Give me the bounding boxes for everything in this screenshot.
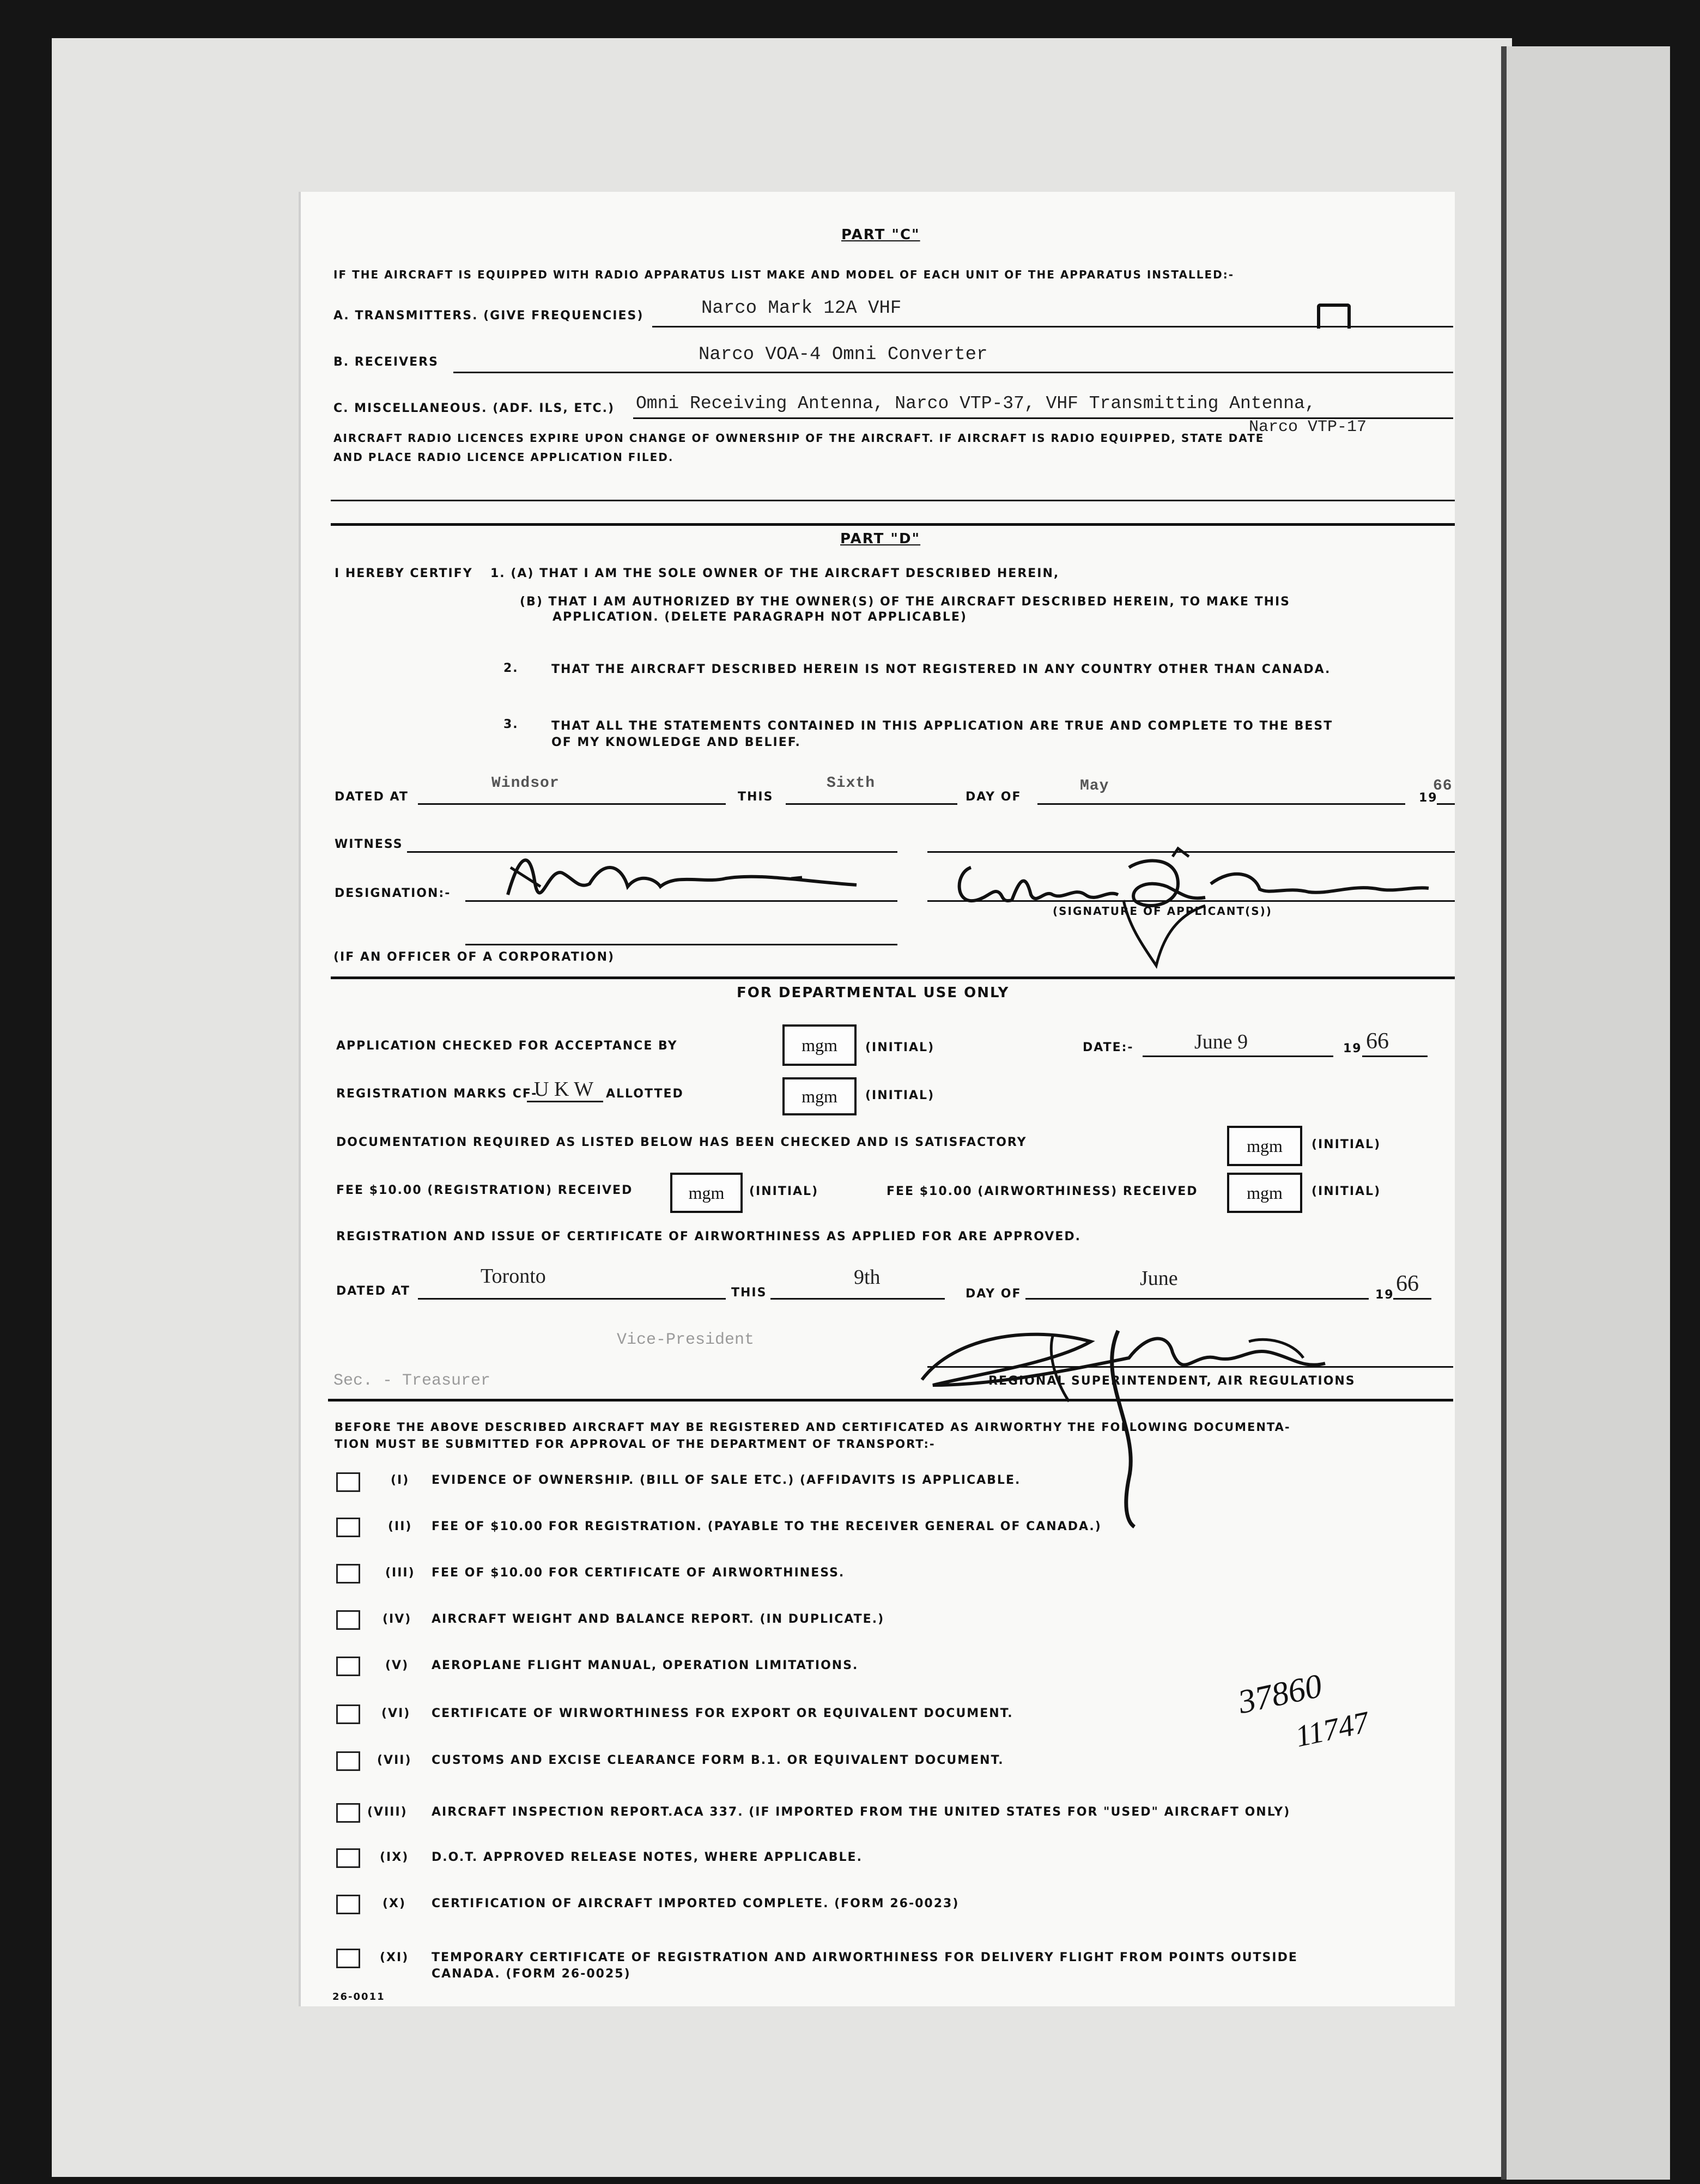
- fee-airworthiness-label: FEE $10.00 (AIRWORTHINESS) RECEIVED: [887, 1185, 1198, 1198]
- requirement-checkbox[interactable]: [336, 1751, 360, 1771]
- day-of-label: DAY OF: [966, 790, 1022, 804]
- initial-label: (INITIAL): [1312, 1185, 1381, 1198]
- requirement-checkbox[interactable]: [336, 1472, 360, 1492]
- receivers-value: Narco VOA-4 Omni Converter: [699, 344, 988, 365]
- year-line: [1437, 803, 1455, 805]
- checked-label: APPLICATION CHECKED FOR ACCEPTANCE BY: [336, 1039, 678, 1053]
- certify-item-3-line-2: OF MY KNOWLEDGE AND BELIEF.: [551, 736, 801, 749]
- hole-punch-mark: [1317, 304, 1351, 329]
- requirement-checkbox[interactable]: [336, 1848, 360, 1868]
- fee-registration-initials-box: mgm: [670, 1173, 743, 1213]
- certify-item-1b-line-1: (B) THAT I AM AUTHORIZED BY THE OWNER(S) OF THE AIRCRAFT DESCRIBED HEREIN, TO MAKE THIS: [520, 595, 1291, 609]
- date-year-prefix: 19: [1343, 1042, 1362, 1055]
- requirement-text: AIRCRAFT WEIGHT AND BALANCE REPORT. (IN DUPLICATE.): [432, 1612, 885, 1626]
- initial-label: (INITIAL): [749, 1185, 819, 1198]
- certify-item-3-number: 3.: [503, 718, 519, 731]
- bleed-through-text: Sec. - Treasurer: [333, 1372, 491, 1390]
- divider: [331, 500, 1455, 501]
- certify-item-1a: 1. (A) THAT I AM THE SOLE OWNER OF THE AIRCRAFT DESCRIBED HEREIN,: [490, 567, 1060, 580]
- requirement-text: D.O.T. APPROVED RELEASE NOTES, WHERE APPLICABLE.: [432, 1851, 863, 1864]
- dept-dated-at-value: Toronto: [481, 1265, 546, 1288]
- date-line: [1143, 1055, 1333, 1057]
- initial-label: (INITIAL): [1312, 1138, 1381, 1151]
- dept-dated-at-label: DATED AT: [336, 1284, 410, 1298]
- misc-label: C. MISCELLANEOUS. (ADF. ILS, ETC.): [333, 402, 615, 415]
- certify-label: I HEREBY CERTIFY: [335, 567, 473, 580]
- misc-value: Omni Receiving Antenna, Narco VTP-37, VHF Transmitting Antenna,: [636, 393, 1316, 414]
- date-value: June 9: [1194, 1030, 1248, 1053]
- this-line: [786, 803, 957, 805]
- date-year-line: [1362, 1055, 1428, 1057]
- date-year-value: 66: [1366, 1029, 1389, 1054]
- certify-item-3-line-1: THAT ALL THE STATEMENTS CONTAINED IN THIS APPLICATION ARE TRUE AND COMPLETE TO THE BEST: [551, 719, 1333, 733]
- year-prefix: 19: [1419, 791, 1438, 805]
- registration-form-page: [299, 192, 1455, 2006]
- requirement-number: (I): [391, 1473, 410, 1487]
- officer-note: (IF AN OFFICER OF A CORPORATION): [333, 950, 615, 964]
- witness-label: WITNESS: [335, 838, 403, 851]
- requirement-checkbox[interactable]: [336, 1518, 360, 1537]
- certify-item-2-number: 2.: [503, 662, 519, 675]
- superintendent-line: [927, 1366, 1453, 1368]
- dept-day-of-label: DAY OF: [966, 1287, 1022, 1301]
- initial-label: (INITIAL): [865, 1041, 935, 1054]
- designation-label: DESIGNATION:-: [335, 887, 451, 900]
- this-value: Sixth: [827, 775, 876, 792]
- requirement-number: (IX): [380, 1851, 409, 1864]
- requirement-text: FEE OF $10.00 FOR CERTIFICATE OF AIRWORTHINESS.: [432, 1566, 845, 1580]
- requirement-text: CUSTOMS AND EXCISE CLEARANCE FORM B.1. OR EQUIVALENT DOCUMENT.: [432, 1754, 1004, 1767]
- requirement-number: (III): [385, 1566, 415, 1580]
- requirement-number: (XI): [380, 1951, 409, 1964]
- superintendent-signature: [911, 1303, 1434, 1532]
- licence-note-line-1: AIRCRAFT RADIO LICENCES EXPIRE UPON CHANGE OF OWNERSHIP OF THE AIRCRAFT. IF AIRCRAFT IS RADIO EQUIPPED, STATE DATE: [333, 432, 1265, 445]
- dept-this-line: [770, 1298, 945, 1300]
- licence-note-line-2: AND PLACE RADIO LICENCE APPLICATION FILED.: [333, 451, 674, 464]
- part-c-heading: PART "C": [841, 227, 920, 243]
- applicant-signature: [949, 835, 1440, 976]
- witness-signature: [497, 835, 878, 917]
- initial-label: (INITIAL): [865, 1089, 935, 1102]
- requirement-text-continued: CANADA. (FORM 26-0025): [432, 1967, 631, 1981]
- departmental-heading: FOR DEPARTMENTAL USE ONLY: [737, 985, 1010, 1001]
- dept-this-value: 9th: [854, 1266, 881, 1289]
- requirement-number: (X): [382, 1897, 406, 1910]
- requirement-checkbox[interactable]: [336, 1803, 360, 1823]
- requirement-checkbox[interactable]: [336, 1895, 360, 1914]
- handwritten-number-1: 37860: [1235, 1667, 1326, 1721]
- date-label: DATE:-: [1083, 1041, 1134, 1054]
- requirement-text: AEROPLANE FLIGHT MANUAL, OPERATION LIMITATIONS.: [432, 1659, 859, 1672]
- day-of-line: [1037, 803, 1405, 805]
- requirement-text: EVIDENCE OF OWNERSHIP. (BILL OF SALE ETC.) (AFFIDAVITS IS APPLICABLE.: [432, 1473, 1021, 1487]
- requirement-text: TEMPORARY CERTIFICATE OF REGISTRATION AND AIRWORTHINESS FOR DELIVERY FLIGHT FROM POINTS OUTSIDE: [432, 1951, 1298, 1964]
- dept-year-prefix: 19: [1375, 1288, 1394, 1302]
- form-code: 26-0011: [332, 1991, 385, 2003]
- reg-marks-value: U K W: [534, 1078, 594, 1101]
- allotted-label: ALLOTTED: [606, 1087, 684, 1101]
- requirement-number: (VII): [377, 1754, 412, 1767]
- certify-item-2: THAT THE AIRCRAFT DESCRIBED HEREIN IS NOT REGISTERED IN ANY COUNTRY OTHER THAN CANADA.: [551, 663, 1331, 676]
- fee-airworthiness-initials-box: mgm: [1227, 1173, 1302, 1213]
- requirement-number: (II): [388, 1520, 412, 1533]
- divider: [328, 1399, 1453, 1402]
- receivers-label: B. RECEIVERS: [333, 355, 439, 369]
- this-label: THIS: [738, 790, 774, 804]
- dept-year-line: [1393, 1298, 1431, 1300]
- requirement-text: FEE OF $10.00 FOR REGISTRATION. (PAYABLE TO THE RECEIVER GENERAL OF CANADA.): [432, 1520, 1102, 1533]
- checked-initials-box: mgm: [782, 1024, 857, 1066]
- year-value: 66: [1433, 778, 1453, 794]
- certify-item-1b-line-2: APPLICATION. (DELETE PARAGRAPH NOT APPLICABLE): [552, 610, 967, 624]
- approved-text: REGISTRATION AND ISSUE OF CERTIFICATE OF AIRWORTHINESS AS APPLIED FOR ARE APPROVED.: [336, 1230, 1081, 1243]
- requirement-checkbox[interactable]: [336, 1657, 360, 1676]
- signature-applicant-label: (SIGNATURE OF APPLICANT(S)): [1053, 905, 1272, 918]
- dept-year-value: 66: [1396, 1271, 1419, 1296]
- divider: [331, 523, 1455, 526]
- divider: [331, 976, 1455, 979]
- transmitters-value: Narco Mark 12A VHF: [701, 298, 902, 319]
- requirement-checkbox[interactable]: [336, 1949, 360, 1968]
- requirement-checkbox[interactable]: [336, 1564, 360, 1584]
- receivers-line: [453, 372, 1453, 373]
- documentation-label: DOCUMENTATION REQUIRED AS LISTED BELOW HAS BEEN CHECKED AND IS SATISFACTORY: [336, 1136, 1027, 1149]
- requirements-intro-line-1: BEFORE THE ABOVE DESCRIBED AIRCRAFT MAY BE REGISTERED AND CERTIFICATED AS AIRWORTHY THE FOLLOWING DOCUMENTA-: [335, 1421, 1291, 1434]
- dept-day-of-line: [1025, 1298, 1369, 1300]
- dept-this-label: THIS: [731, 1286, 767, 1300]
- reg-marks-label: REGISTRATION MARKS CF-: [336, 1087, 538, 1101]
- requirement-number: (VIII): [367, 1805, 408, 1819]
- requirement-text: AIRCRAFT INSPECTION REPORT.ACA 337. (IF IMPORTED FROM THE UNITED STATES FOR "USED" AIRCRAFT ONLY): [432, 1805, 1291, 1819]
- bleed-through-text: Vice-President: [617, 1331, 755, 1349]
- fee-registration-label: FEE $10.00 (REGISTRATION) RECEIVED: [336, 1184, 633, 1197]
- officer-line: [465, 944, 897, 945]
- part-d-heading: PART "D": [840, 531, 921, 547]
- requirement-number: (VI): [381, 1707, 411, 1720]
- dated-at-label: DATED AT: [335, 790, 409, 804]
- requirement-number: (IV): [382, 1612, 412, 1626]
- misc-value-continued: Narco VTP-17: [1249, 418, 1367, 436]
- requirements-intro-line-2: TION MUST BE SUBMITTED FOR APPROVAL OF THE DEPARTMENT OF TRANSPORT:-: [335, 1437, 936, 1451]
- part-c-intro: IF THE AIRCRAFT IS EQUIPPED WITH RADIO APPARATUS LIST MAKE AND MODEL OF EACH UNIT OF THE APPARATUS INSTALLED:-: [333, 268, 1235, 281]
- superintendent-label: REGIONAL SUPERINTENDENT, AIR REGULATIONS: [988, 1374, 1356, 1388]
- requirement-checkbox[interactable]: [336, 1704, 360, 1724]
- requirement-text: CERTIFICATE OF WIRWORTHINESS FOR EXPORT OR EQUIVALENT DOCUMENT.: [432, 1707, 1013, 1720]
- documentation-initials-box: mgm: [1227, 1126, 1302, 1166]
- requirement-checkbox[interactable]: [336, 1610, 360, 1630]
- dept-day-of-value: June: [1140, 1267, 1178, 1290]
- requirement-text: CERTIFICATION OF AIRCRAFT IMPORTED COMPLETE. (FORM 26-0023): [432, 1897, 960, 1910]
- dept-dated-at-line: [418, 1298, 726, 1300]
- dated-at-value: Windsor: [491, 775, 560, 792]
- requirement-number: (V): [385, 1659, 409, 1672]
- dated-at-line: [418, 803, 726, 805]
- adjacent-page-edge: [1501, 46, 1670, 2180]
- handwritten-number-2: 11747: [1292, 1705, 1372, 1754]
- allotted-initials-box: mgm: [782, 1077, 857, 1115]
- transmitters-label: A. TRANSMITTERS. (GIVE FREQUENCIES): [333, 309, 644, 323]
- day-of-value: May: [1080, 778, 1109, 794]
